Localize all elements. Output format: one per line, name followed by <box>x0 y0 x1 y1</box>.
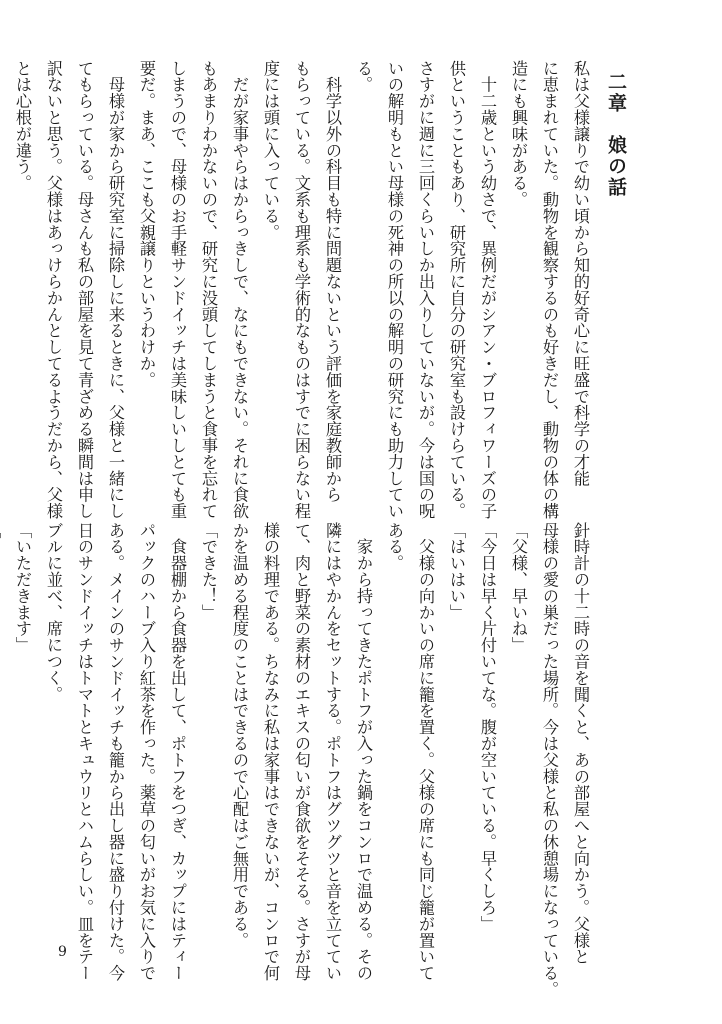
text-line: パックのハーブ入り紅茶を作った。薬草の匂いがお気に入りで <box>137 522 156 982</box>
top-text-block <box>7 60 596 520</box>
text-line: ある。 <box>385 522 404 572</box>
text-line: 十二歳という幼さで、異例だがシアン・ブロフィワーズの子 <box>478 60 497 520</box>
text-line: 「いただきます」 <box>13 522 32 654</box>
text-line: しまうので、母様のお手軽サンドイッチは美味しいしとても重 <box>168 60 187 520</box>
text-line: とは心根が違う。 <box>13 60 32 192</box>
text-line: 母様が家から研究室に掃除しに来るときに、父様と一緒にし <box>106 60 125 520</box>
text-line: に恵まれていた。動物を観察するのも好きだし、動物の体の構 <box>540 60 559 520</box>
text-line: 私は父様譲りで幼い頃から知的好奇心に旺盛で科学の才能 <box>571 60 590 487</box>
text-line: 食器棚から食器を出して、ポトフをつぎ、カップにはティー <box>168 522 187 982</box>
chapter-title <box>603 72 630 198</box>
text-line: 訳ないと思う。父様はあっけらかんとしてるようだから、父様 <box>44 60 63 520</box>
chapter-number: 二章 <box>605 72 627 114</box>
text-line: 造にも興味がある。 <box>509 60 528 208</box>
text-line: かを温める程度のことはできるので心配はご無用である。 <box>230 522 249 949</box>
text-line: 隣にはやかんをセットする。ポトフはグツグツと音を立ててい <box>323 522 342 982</box>
page-number: 9 <box>58 944 67 960</box>
text-line: 科学以外の科目も特に問題ないという評価を家庭教師から <box>323 60 342 503</box>
text-line: る。 <box>354 60 373 93</box>
text-line: もらっている。文系も理系も学術的なものはすでに困らない程 <box>292 60 311 520</box>
text-line: てもらっている。母さんも私の部屋を見て青ざめる瞬間は申し <box>75 60 94 520</box>
text-line: ブルに並べ、席につく。 <box>44 522 63 703</box>
text-line: 様の料理である。ちなみに私は家事はできないが、コンロで何 <box>261 522 280 982</box>
text-line: 供ということもあり、研究所に自分の研究室も設けらている。 <box>447 60 466 520</box>
text-line: 「はいはい」 <box>447 522 466 621</box>
text-line: て、肉と野菜の素材のエキスの匂いが食欲をそそる。さすが母 <box>292 522 311 982</box>
text-line: 日のサンドイッチはトマトとキュウリとハムらしい。皿をテー <box>75 522 94 982</box>
text-line: ある。メインのサンドイッチも籠から出し器に盛り付けた。今 <box>106 522 125 982</box>
text-line: もあまりわかないので、研究に没頭してしまうと食事を忘れて <box>199 60 218 520</box>
text-line: 度には頭に入っている。 <box>261 60 280 241</box>
text-line: 「今日は早く片付いてな。腹が空いている。早くしろ」 <box>478 522 497 932</box>
text-line: 家から持ってきたポトフが入った鍋をコンロで温める。その <box>354 522 373 982</box>
text-line: 「父様、早いね」 <box>509 522 528 654</box>
text-line: さすがに週に三回くらいしか出入りしていないが。今は国の呪 <box>416 60 435 520</box>
text-line: 父様の向かいの席に籠を置く。父様の席にも同じ籠が置いて <box>416 522 435 982</box>
text-line: だが家事やらはからっきしで、なにもできない。それに食欲 <box>230 60 249 520</box>
bottom-text-block <box>0 522 596 998</box>
text-line: いの解明もとい母様の死神の所以の解明の研究にも助力してい <box>385 60 404 520</box>
text-line: 針時計の十二時の音を聞くと、あの部屋へと向かう。父様と <box>571 522 590 965</box>
chapter-name: 娘の話 <box>605 135 627 198</box>
text-line: 母様の愛の巣だった場所。今は父様と私の休憩場になっている。 <box>540 522 559 998</box>
text-line: 「できた！」 <box>199 522 218 621</box>
text-line: 要だ。まあ、ここも父親譲りというわけか。 <box>137 60 156 388</box>
text-line <box>0 522 7 962</box>
